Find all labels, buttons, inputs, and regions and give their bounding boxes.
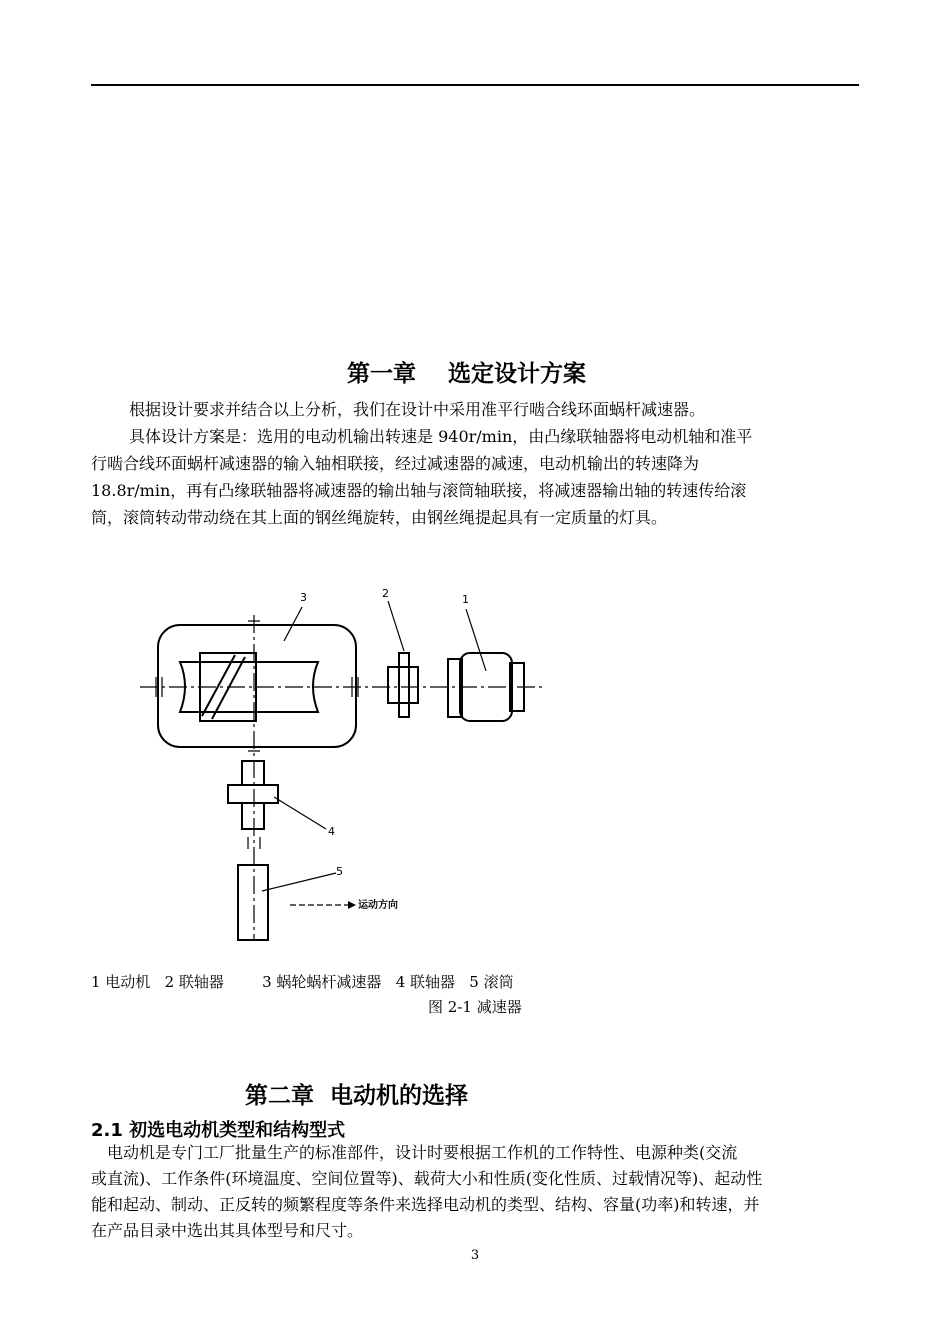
coupling-4-lower bbox=[242, 803, 264, 829]
coupling-2-outer bbox=[388, 667, 418, 703]
label-4: 4 bbox=[328, 825, 335, 838]
coupling-2-inner bbox=[399, 653, 409, 717]
label-5: 5 bbox=[336, 865, 343, 878]
section-2-1-title: 2.1 初选电动机类型和结构型式 bbox=[91, 1120, 346, 1141]
leader-1 bbox=[466, 609, 486, 671]
text-line: 电动机是专门工厂批量生产的标准部件，设计时要根据工作机的工作特性、电源种类(交流 bbox=[107, 1143, 738, 1162]
text-line: 筒，滚筒转动带动绕在其上面的钢丝绳旋转，由钢丝绳提起具有一定质量的灯具。 bbox=[91, 508, 668, 527]
drum bbox=[238, 865, 268, 940]
chapter-1-title: 第一章 选定设计方案 bbox=[347, 361, 587, 387]
label-2: 2 bbox=[382, 587, 389, 600]
figure-caption: 图 2-1 减速器 bbox=[428, 998, 522, 1016]
coupling-4-flange bbox=[228, 785, 278, 803]
header-rule bbox=[91, 84, 859, 86]
figure-legend: 1 电动机 2 联轴器 3 蜗轮蜗杆减速器 4 联轴器 5 滚筒 bbox=[91, 973, 514, 991]
chapter-2-title: 第二章 电动机的选择 bbox=[245, 1083, 469, 1109]
label-3: 3 bbox=[300, 591, 307, 604]
reducer-diagram bbox=[140, 585, 560, 945]
text-line: 在产品目录中选出其具体型号和尺寸。 bbox=[91, 1221, 364, 1240]
coupling-4-upper bbox=[242, 761, 264, 785]
text-line: 具体设计方案是：选用的电动机输出转速是 940r/min，由凸缘联轴器将电动机轴和准平 bbox=[129, 427, 753, 446]
chapter-2-paragraph bbox=[91, 1140, 859, 1244]
leader-2 bbox=[388, 601, 404, 651]
chapter-1-paragraph-1 bbox=[91, 396, 859, 423]
label-1: 1 bbox=[462, 593, 469, 606]
direction-label: 运动方向 bbox=[358, 900, 398, 911]
leader-4 bbox=[274, 797, 326, 829]
text-line: 能和起动、制动、正反转的频繁程度等条件来选择电动机的类型、结构、容量(功率)和转速，并 bbox=[91, 1195, 760, 1214]
page-number: 3 bbox=[470, 1248, 480, 1263]
leader-5 bbox=[262, 873, 336, 891]
text-line: 或直流)、工作条件(环境温度、空间位置等)、载荷大小和性质(变化性质、过载情况等)、起动性 bbox=[91, 1169, 763, 1188]
text-line: 行啮合线环面蜗杆减速器的输入轴相联接，经过减速器的减速，电动机输出的转速降为 bbox=[91, 454, 700, 473]
chapter-1-paragraph-2 bbox=[91, 423, 859, 531]
text-line: 根据设计要求并结合以上分析，我们在设计中采用准平行啮合线环面蜗杆减速器。 bbox=[129, 400, 706, 419]
text-line: 18.8r/min，再有凸缘联轴器将减速器的输出轴与滚筒轴联接，将减速器输出轴的转速传给滚 bbox=[91, 481, 747, 500]
